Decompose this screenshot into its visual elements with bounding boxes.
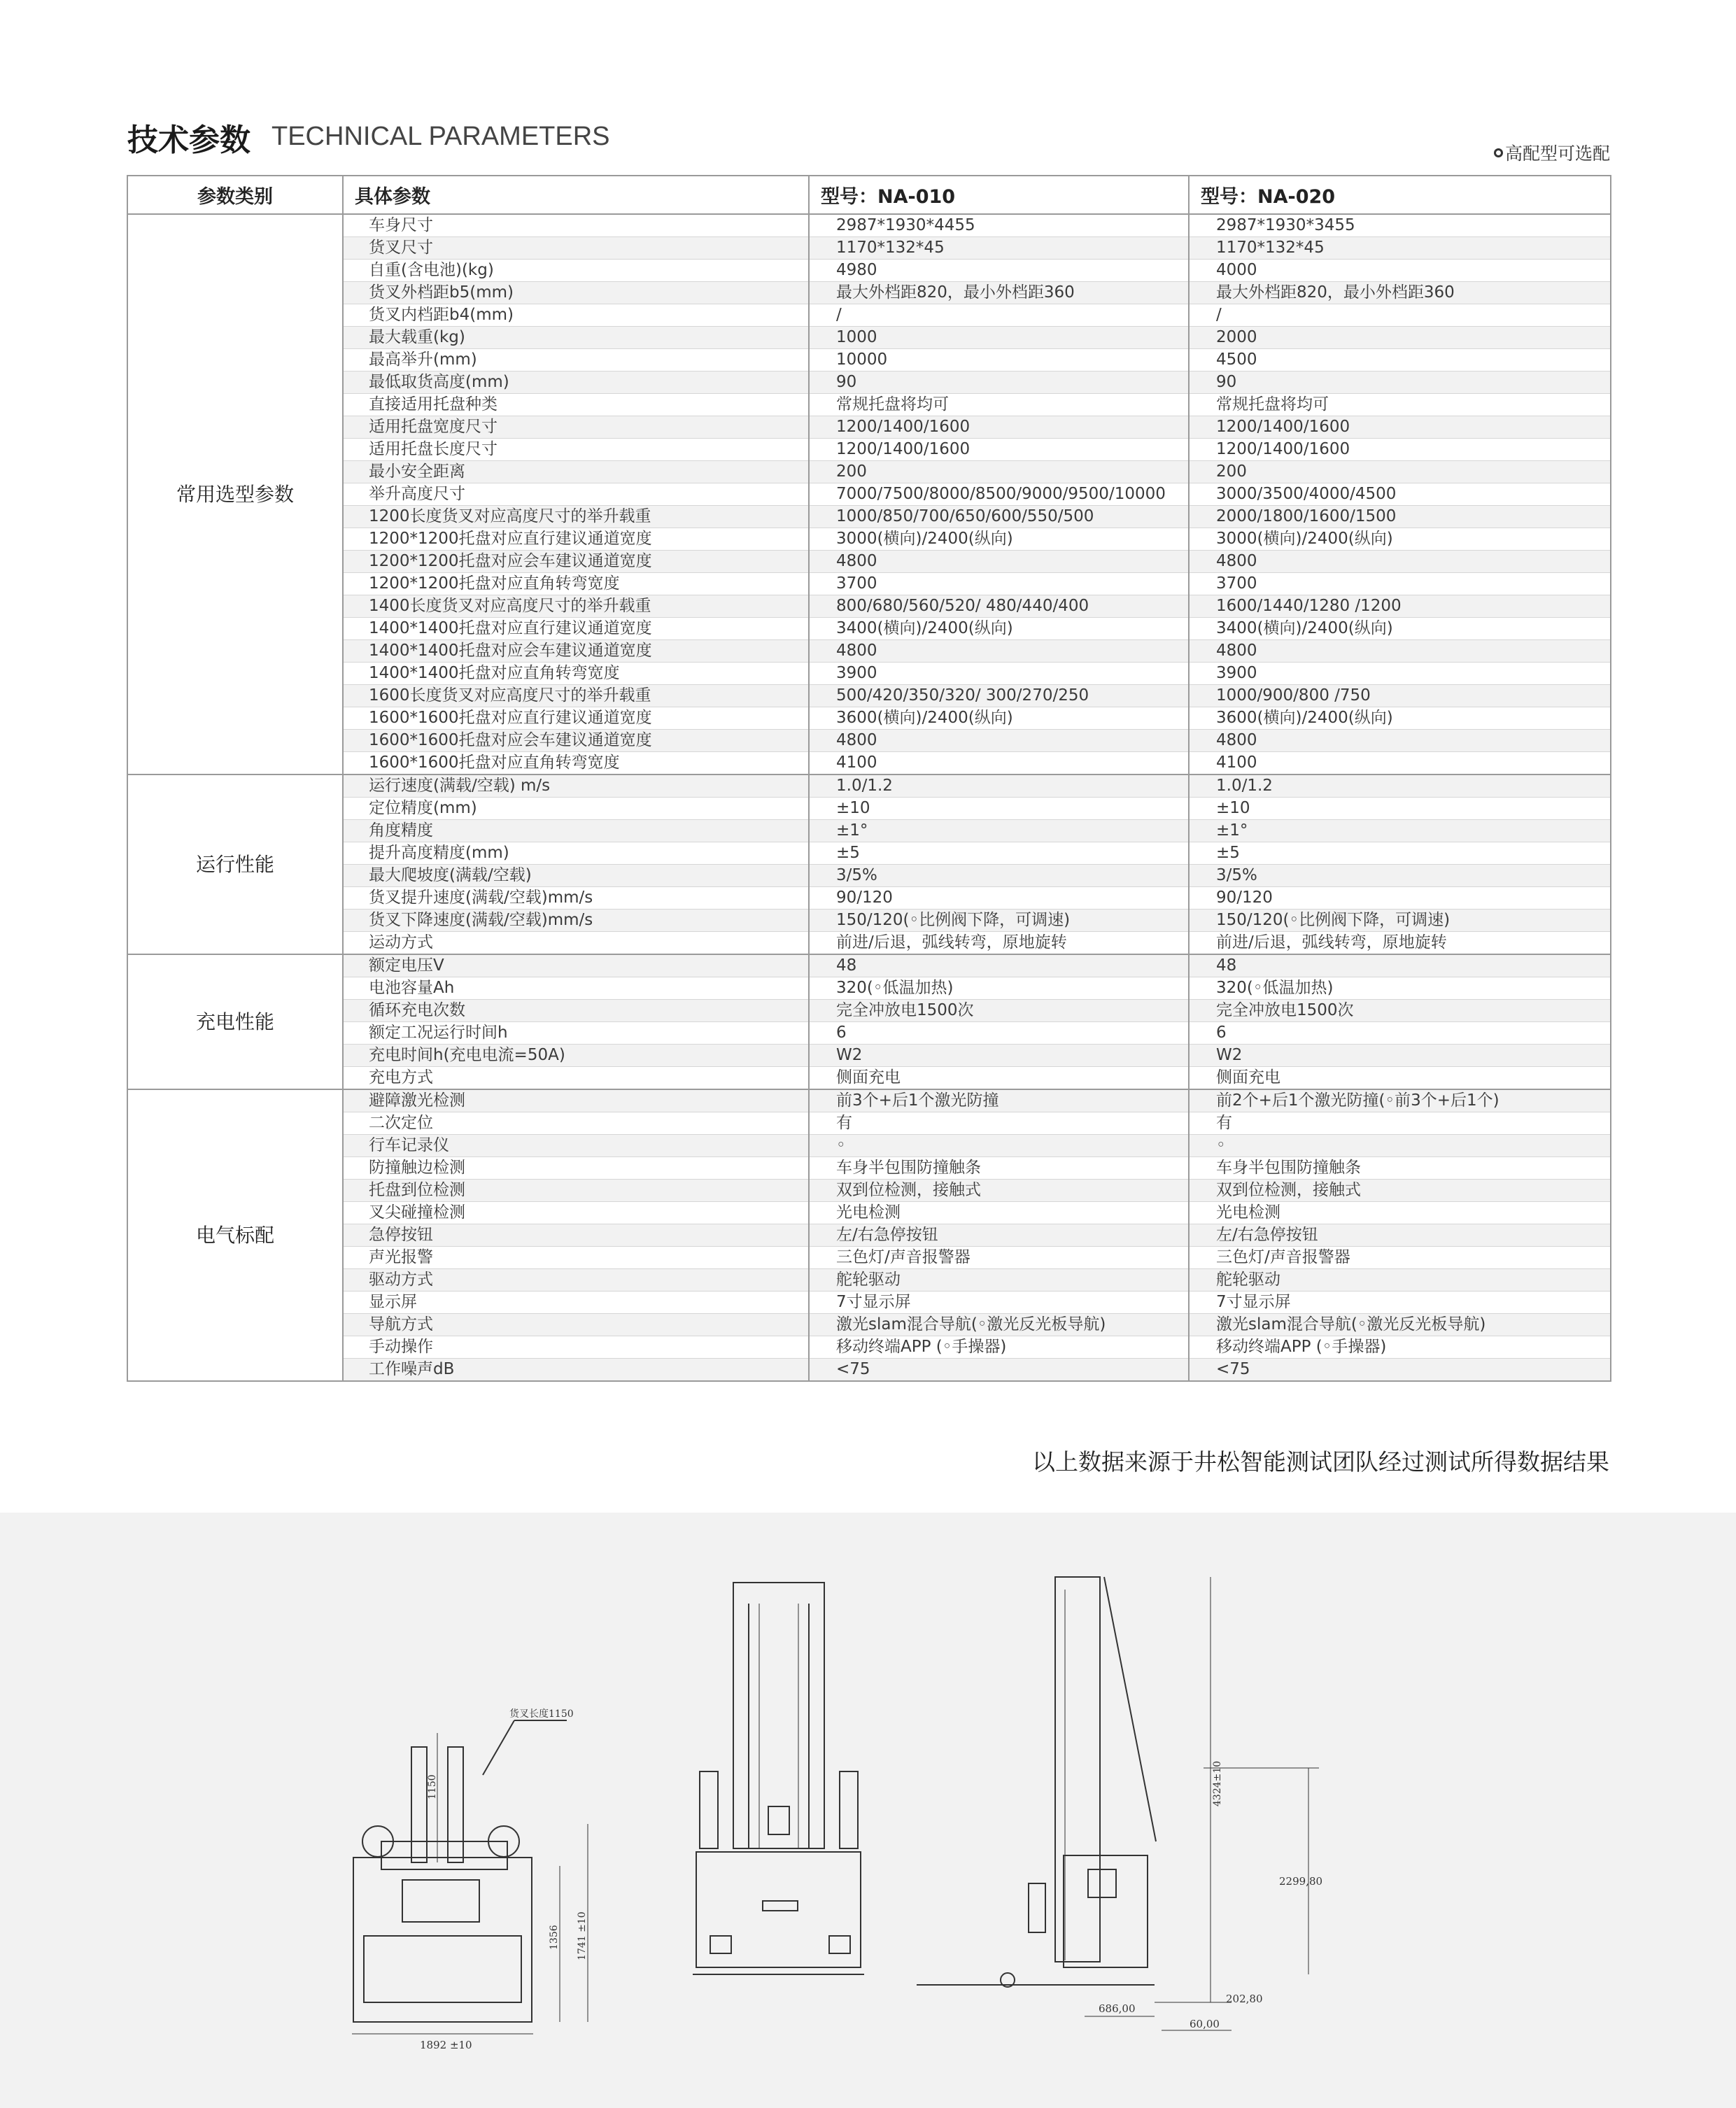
parameter-name-cell: 防撞触边检测	[343, 1157, 809, 1180]
parameter-name-cell: 车身尺寸	[343, 214, 809, 237]
parameter-name-cell: 货叉下降速度(满载/空载)mm/s	[343, 910, 809, 932]
optional-circle-icon	[1494, 148, 1503, 157]
parameter-name-cell: 充电方式	[343, 1067, 809, 1090]
na010-value-cell: 侧面充电	[809, 1067, 1189, 1090]
na010-value-cell: 4800	[809, 551, 1189, 573]
na020-value-cell: ±1°	[1189, 820, 1611, 842]
na020-value-cell: ◦	[1189, 1135, 1611, 1157]
optional-legend	[1492, 140, 1610, 165]
table-row	[127, 551, 1611, 573]
na020-value-cell: 移动终端APP (◦手操器)	[1189, 1336, 1611, 1359]
na020-value-cell: 侧面充电	[1189, 1067, 1611, 1090]
na020-value-cell: 3700	[1189, 573, 1611, 595]
na020-value-cell: 三色灯/声音报警器	[1189, 1247, 1611, 1269]
table-row	[127, 372, 1611, 394]
table-row	[127, 1045, 1611, 1067]
na010-value-cell: 1200/1400/1600	[809, 416, 1189, 439]
na010-value-cell: 3900	[809, 663, 1189, 685]
na010-value-cell: 4980	[809, 260, 1189, 282]
na020-value-cell: 3/5%	[1189, 865, 1611, 887]
table-row	[127, 1022, 1611, 1045]
na010-value-cell: 200	[809, 461, 1189, 483]
na020-value-cell: 1.0/1.2	[1189, 774, 1611, 798]
table-row	[127, 349, 1611, 372]
side-view-mast	[1055, 1577, 1100, 1962]
parameter-name-cell: 适用托盘宽度尺寸	[343, 416, 809, 439]
front-right-arrow-icon	[829, 1936, 850, 1953]
table-row	[127, 439, 1611, 461]
na020-value-cell: 最大外档距820，最小外档距360	[1189, 282, 1611, 304]
na020-value-cell: ±5	[1189, 842, 1611, 865]
top-view-frame	[364, 1936, 521, 2002]
table-row	[127, 1067, 1611, 1090]
table-row	[127, 730, 1611, 752]
na010-value-cell: 7000/7500/8000/8500/9000/9500/10000	[809, 483, 1189, 506]
na010-value-cell: ±5	[809, 842, 1189, 865]
na010-value-cell: 90/120	[809, 887, 1189, 910]
na020-value-cell: 1200/1400/1600	[1189, 416, 1611, 439]
table-row	[127, 887, 1611, 910]
table-row	[127, 1224, 1611, 1247]
table-body	[127, 214, 1611, 1381]
na010-value-cell: 激光slam混合导航(◦激光反光板导航)	[809, 1314, 1189, 1336]
table-row	[127, 1089, 1611, 1112]
table-row	[127, 1157, 1611, 1180]
parameter-name-cell: 适用托盘长度尺寸	[343, 439, 809, 461]
parameter-name-cell: 定位精度(mm)	[343, 798, 809, 820]
category-cell: 常用选型参数	[127, 214, 343, 774]
na010-value-cell: /	[809, 304, 1189, 327]
na010-value-cell: 1170*132*45	[809, 237, 1189, 260]
category-cell: 运行性能	[127, 774, 343, 954]
na010-value-cell: ±1°	[809, 820, 1189, 842]
parameter-name-cell: 1200*1200托盘对应会车建议通道宽度	[343, 551, 809, 573]
mid-height-dim-label: 2299,80	[1279, 1875, 1323, 1888]
left-fork	[411, 1747, 427, 1862]
na020-value-cell: 90	[1189, 372, 1611, 394]
table-row	[127, 483, 1611, 506]
front-view-display	[763, 1901, 798, 1911]
parameter-name-cell: 1400*1400托盘对应直角转弯宽度	[343, 663, 809, 685]
width-dim-label: 1892 ±10	[420, 2039, 472, 2051]
na010-value-cell: 车身半包围防撞触条	[809, 1157, 1189, 1180]
parameter-name-cell: 最高举升(mm)	[343, 349, 809, 372]
parameter-name-cell: 货叉尺寸	[343, 237, 809, 260]
parameter-name-cell: 导航方式	[343, 1314, 809, 1336]
parameter-name-cell: 最低取货高度(mm)	[343, 372, 809, 394]
table-row	[127, 573, 1611, 595]
table-row	[127, 1314, 1611, 1336]
table-row	[127, 1247, 1611, 1269]
front-right-sensor-post	[840, 1771, 858, 1848]
table-row	[127, 1359, 1611, 1382]
na020-value-cell: W2	[1189, 1045, 1611, 1067]
table-row	[127, 663, 1611, 685]
na010-value-cell: 完全冲放电1500次	[809, 1000, 1189, 1022]
optional-legend-label: 高配型可选配	[1504, 143, 1610, 164]
category-cell: 电气标配	[127, 1089, 343, 1381]
front-dim-label: 686,00	[1099, 2002, 1136, 2015]
table-row	[127, 842, 1611, 865]
table-row	[127, 528, 1611, 551]
na010-value-cell: 800/680/560/520/ 480/440/400	[809, 595, 1189, 618]
na020-value-cell: 2000	[1189, 327, 1611, 349]
table-row	[127, 237, 1611, 260]
na010-value-cell: 最大外档距820，最小外档距360	[809, 282, 1189, 304]
technical-drawings-panel	[0, 1513, 1736, 2108]
side-view-panel	[1088, 1869, 1116, 1897]
table-row	[127, 260, 1611, 282]
parameter-name-cell: 最大爬坡度(满载/空载)	[343, 865, 809, 887]
na020-value-cell: 车身半包围防撞触条	[1189, 1157, 1611, 1180]
na020-value-cell: 3600(横向)/2400(纵向)	[1189, 707, 1611, 730]
table-row	[127, 1336, 1611, 1359]
parameter-name-cell: 1200长度货叉对应高度尺寸的举升载重	[343, 506, 809, 528]
parameter-name-cell: 循环充电次数	[343, 1000, 809, 1022]
parameter-name-cell: 叉尖碰撞检测	[343, 1202, 809, 1224]
total-depth-dim-label: 1741 ±10	[577, 1911, 588, 1960]
parameter-name-cell: 自重(含电池)(kg)	[343, 260, 809, 282]
table-row	[127, 394, 1611, 416]
table-row	[127, 506, 1611, 528]
parameter-name-cell: 1600*1600托盘对应会车建议通道宽度	[343, 730, 809, 752]
column-header-category: 参数类别	[127, 176, 343, 214]
na020-value-cell: 90/120	[1189, 887, 1611, 910]
parameter-name-cell: 最小安全距离	[343, 461, 809, 483]
na020-value-cell: 有	[1189, 1112, 1611, 1135]
na010-value-cell: <75	[809, 1359, 1189, 1382]
rear-dim-label: 202,80	[1226, 1993, 1263, 2005]
parameter-name-cell: 货叉内档距b4(mm)	[343, 304, 809, 327]
front-view-body	[696, 1852, 861, 1967]
na020-value-cell: 1000/900/800 /750	[1189, 685, 1611, 707]
parameter-name-cell: 举升高度尺寸	[343, 483, 809, 506]
parameter-name-cell: 1600长度货叉对应高度尺寸的举升载重	[343, 685, 809, 707]
top-view-drawing	[352, 1708, 588, 2051]
parameter-name-cell: 二次定位	[343, 1112, 809, 1135]
table-row	[127, 1269, 1611, 1292]
na010-value-cell: 移动终端APP (◦手操器)	[809, 1336, 1189, 1359]
parameter-name-cell: 避障激光检测	[343, 1089, 809, 1112]
top-view-body	[353, 1858, 532, 2022]
na020-value-cell: 6	[1189, 1022, 1611, 1045]
na020-value-cell: 200	[1189, 461, 1611, 483]
table-row	[127, 910, 1611, 932]
na010-value-cell: 3000(横向)/2400(纵向)	[809, 528, 1189, 551]
front-view-mast	[733, 1583, 824, 1848]
height-dim-label: 4324±10	[1212, 1760, 1223, 1806]
parameter-name-cell: 声光报警	[343, 1247, 809, 1269]
table-row	[127, 954, 1611, 977]
table-row	[127, 282, 1611, 304]
na020-value-cell: 48	[1189, 954, 1611, 977]
table-row	[127, 327, 1611, 349]
na010-value-cell: 320(◦低温加热)	[809, 977, 1189, 1000]
na020-value-cell: 3400(横向)/2400(纵向)	[1189, 618, 1611, 640]
na010-value-cell: 左/右急停按钮	[809, 1224, 1189, 1247]
clearance-dim-label: 60,00	[1190, 2018, 1220, 2030]
parameter-name-cell: 运行速度(满载/空载) m/s	[343, 774, 809, 798]
na010-value-cell: 1.0/1.2	[809, 774, 1189, 798]
table-row	[127, 685, 1611, 707]
front-left-arrow-icon	[710, 1936, 731, 1953]
table-row	[127, 214, 1611, 237]
table-row	[127, 752, 1611, 775]
na010-value-cell: 有	[809, 1112, 1189, 1135]
column-header-model-na020: 型号：NA-020	[1189, 176, 1611, 214]
table-header-row	[127, 176, 1611, 214]
parameter-name-cell: 额定电压V	[343, 954, 809, 977]
na020-value-cell: 320(◦低温加热)	[1189, 977, 1611, 1000]
na020-value-cell: 光电检测	[1189, 1202, 1611, 1224]
na020-value-cell: 前进/后退，弧线转弯，原地旋转	[1189, 932, 1611, 955]
table-row	[127, 1000, 1611, 1022]
spec-table	[127, 175, 1611, 1382]
table-row	[127, 618, 1611, 640]
side-view-body	[1064, 1855, 1148, 1967]
parameter-name-cell: 手动操作	[343, 1336, 809, 1359]
na020-value-cell: 4800	[1189, 730, 1611, 752]
na010-value-cell: 1000	[809, 327, 1189, 349]
parameter-name-cell: 1600*1600托盘对应直角转弯宽度	[343, 752, 809, 775]
parameter-name-cell: 1600*1600托盘对应直行建议通道宽度	[343, 707, 809, 730]
table-row	[127, 865, 1611, 887]
column-header-parameter: 具体参数	[343, 176, 809, 214]
table-row	[127, 416, 1611, 439]
parameter-name-cell: 驱动方式	[343, 1269, 809, 1292]
na010-value-cell: 3700	[809, 573, 1189, 595]
parameter-name-cell: 货叉提升速度(满载/空载)mm/s	[343, 887, 809, 910]
parameter-name-cell: 托盘到位检测	[343, 1180, 809, 1202]
na020-value-cell: 双到位检测，接触式	[1189, 1180, 1611, 1202]
na020-value-cell: 激光slam混合导航(◦激光反光板导航)	[1189, 1314, 1611, 1336]
na010-value-cell: 10000	[809, 349, 1189, 372]
table-row	[127, 640, 1611, 663]
na010-value-cell: 光电检测	[809, 1202, 1189, 1224]
na010-value-cell: 常规托盘将均可	[809, 394, 1189, 416]
parameter-name-cell: 急停按钮	[343, 1224, 809, 1247]
na020-value-cell: 4800	[1189, 640, 1611, 663]
table-row	[127, 304, 1611, 327]
parameter-name-cell: 额定工况运行时间h	[343, 1022, 809, 1045]
table-row	[127, 977, 1611, 1000]
na020-value-cell: 4500	[1189, 349, 1611, 372]
na020-value-cell: 2987*1930*3455	[1189, 214, 1611, 237]
na010-value-cell: W2	[809, 1045, 1189, 1067]
parameter-name-cell: 1200*1200托盘对应直角转弯宽度	[343, 573, 809, 595]
na010-value-cell: ±10	[809, 798, 1189, 820]
page-title: 技术参数	[127, 122, 250, 158]
na010-value-cell: 500/420/350/320/ 300/270/250	[809, 685, 1189, 707]
table-row	[127, 1292, 1611, 1314]
parameter-name-cell: 1400*1400托盘对应会车建议通道宽度	[343, 640, 809, 663]
na010-value-cell: ◦	[809, 1135, 1189, 1157]
na010-value-cell: 双到位检测，接触式	[809, 1180, 1189, 1202]
na010-value-cell: 4800	[809, 640, 1189, 663]
na020-value-cell: 4100	[1189, 752, 1611, 775]
top-view-drive-unit	[402, 1880, 479, 1922]
side-view-drawing	[917, 1577, 1322, 2030]
parameter-name-cell: 1400长度货叉对应高度尺寸的举升载重	[343, 595, 809, 618]
na010-value-cell: 1200/1400/1600	[809, 439, 1189, 461]
column-header-model-na010: 型号：NA-010	[809, 176, 1189, 214]
na020-value-cell: 舵轮驱动	[1189, 1269, 1611, 1292]
na020-value-cell: ±10	[1189, 798, 1611, 820]
parameter-name-cell: 角度精度	[343, 820, 809, 842]
table-row	[127, 1135, 1611, 1157]
category-cell: 充电性能	[127, 954, 343, 1089]
na020-value-cell: 4000	[1189, 260, 1611, 282]
parameter-name-cell: 直接适用托盘种类	[343, 394, 809, 416]
table-row	[127, 774, 1611, 798]
page-title-english: TECHNICAL PARAMETERS	[271, 122, 610, 151]
depth-dim-label: 1356	[549, 1925, 560, 1950]
table-row	[127, 1112, 1611, 1135]
fork-length-label: 货叉长度1150	[509, 1709, 574, 1720]
table-row	[127, 820, 1611, 842]
parameter-name-cell: 显示屏	[343, 1292, 809, 1314]
na010-value-cell: 4800	[809, 730, 1189, 752]
parameter-name-cell: 提升高度精度(mm)	[343, 842, 809, 865]
side-view-support-arm	[1104, 1577, 1156, 1841]
parameter-name-cell: 1200*1200托盘对应直行建议通道宽度	[343, 528, 809, 551]
front-left-sensor-post	[700, 1771, 718, 1848]
na020-value-cell: <75	[1189, 1359, 1611, 1382]
front-view-logo-plate	[768, 1806, 789, 1834]
na010-value-cell: 三色灯/声音报警器	[809, 1247, 1189, 1269]
na010-value-cell: 1000/850/700/650/600/550/500	[809, 506, 1189, 528]
na020-value-cell: 完全冲放电1500次	[1189, 1000, 1611, 1022]
na020-value-cell: 4800	[1189, 551, 1611, 573]
parameter-name-cell: 工作噪声dB	[343, 1359, 809, 1382]
na010-value-cell: 2987*1930*4455	[809, 214, 1189, 237]
table-row	[127, 798, 1611, 820]
parameter-name-cell: 最大载重(kg)	[343, 327, 809, 349]
na010-value-cell: 舵轮驱动	[809, 1269, 1189, 1292]
parameter-name-cell: 行车记录仪	[343, 1135, 809, 1157]
table-row	[127, 707, 1611, 730]
na010-value-cell: 7寸显示屏	[809, 1292, 1189, 1314]
na020-value-cell: 7寸显示屏	[1189, 1292, 1611, 1314]
na010-value-cell: 前进/后退，弧线转弯，原地旋转	[809, 932, 1189, 955]
side-view-sensor	[1029, 1883, 1045, 1932]
na020-value-cell: 3000/3500/4000/4500	[1189, 483, 1611, 506]
parameter-name-cell: 1400*1400托盘对应直行建议通道宽度	[343, 618, 809, 640]
na020-value-cell: 150/120(◦比例阀下降，可调速)	[1189, 910, 1611, 932]
parameter-name-cell: 电池容量Ah	[343, 977, 809, 1000]
na010-value-cell: 6	[809, 1022, 1189, 1045]
na020-value-cell: 3900	[1189, 663, 1611, 685]
na020-value-cell: 常规托盘将均可	[1189, 394, 1611, 416]
na020-value-cell: 1600/1440/1280 /1200	[1189, 595, 1611, 618]
na020-value-cell: 1170*132*45	[1189, 237, 1611, 260]
table-row	[127, 932, 1611, 955]
right-fork	[448, 1747, 463, 1862]
parameter-name-cell: 运动方式	[343, 932, 809, 955]
na020-value-cell: 2000/1800/1600/1500	[1189, 506, 1611, 528]
table-row	[127, 595, 1611, 618]
table-row	[127, 461, 1611, 483]
na020-value-cell: 前2个+后1个激光防撞(◦前3个+后1个)	[1189, 1089, 1611, 1112]
na010-value-cell: 4100	[809, 752, 1189, 775]
technical-drawings	[0, 1513, 1736, 2108]
na010-value-cell: 3400(横向)/2400(纵向)	[809, 618, 1189, 640]
na020-value-cell: /	[1189, 304, 1611, 327]
parameter-name-cell: 充电时间h(充电电流=50A)	[343, 1045, 809, 1067]
parameter-name-cell: 货叉外档距b5(mm)	[343, 282, 809, 304]
table-row	[127, 1202, 1611, 1224]
na020-value-cell: 1200/1400/1600	[1189, 439, 1611, 461]
data-source-footnote: 以上数据来源于井松智能测试团队经过测试所得数据结果	[1032, 1448, 1609, 1476]
fork-dim-label: 1150	[427, 1774, 438, 1799]
na020-value-cell: 左/右急停按钮	[1189, 1224, 1611, 1247]
na010-value-cell: 前3个+后1个激光防撞	[809, 1089, 1189, 1112]
na010-value-cell: 150/120(◦比例阀下降，可调速)	[809, 910, 1189, 932]
na010-value-cell: 90	[809, 372, 1189, 394]
na010-value-cell: 3/5%	[809, 865, 1189, 887]
na020-value-cell: 3000(横向)/2400(纵向)	[1189, 528, 1611, 551]
na010-value-cell: 3600(横向)/2400(纵向)	[809, 707, 1189, 730]
fork-leader-line	[483, 1720, 514, 1775]
front-view-drawing	[693, 1583, 864, 1974]
na010-value-cell: 48	[809, 954, 1189, 977]
table-row	[127, 1180, 1611, 1202]
